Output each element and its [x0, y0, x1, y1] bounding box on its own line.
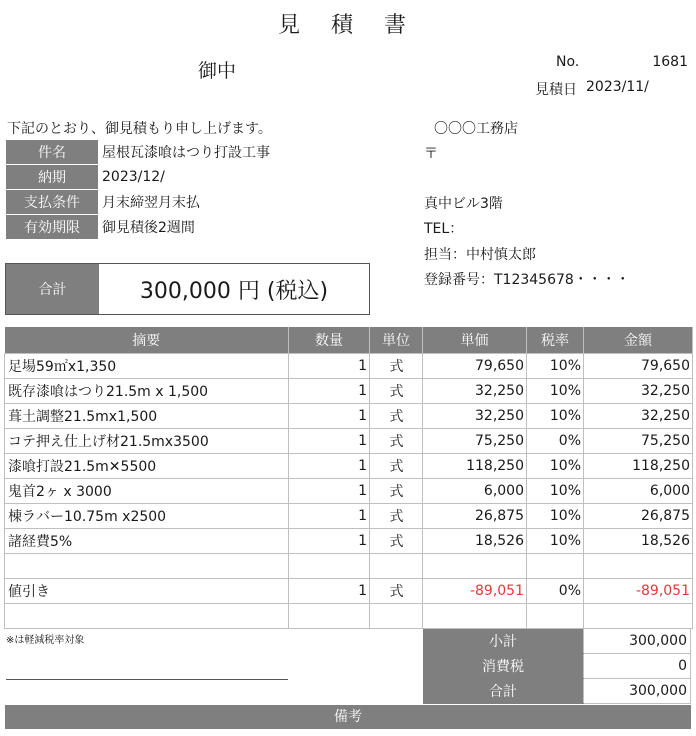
note-divider	[6, 679, 288, 680]
cell-description	[5, 604, 289, 629]
cell-quantity: 1	[289, 354, 370, 379]
info-value: 月末締翌月末払	[98, 190, 270, 215]
cell-unit	[370, 554, 423, 579]
cell-unit-price: 26,875	[423, 504, 527, 529]
cell-description: 既存漆喰はつり21.5m x 1,500	[5, 379, 289, 404]
date-value: 2023/11/	[586, 79, 649, 95]
cell-unit: 式	[370, 479, 423, 504]
cell-unit-price: -89,051	[423, 579, 527, 604]
table-row	[5, 604, 693, 629]
cell-unit: 式	[370, 529, 423, 554]
header-quantity: 数量	[289, 327, 370, 354]
cell-quantity: 1	[289, 429, 370, 454]
summary-value: 300,000	[584, 679, 691, 704]
table-row	[5, 379, 693, 404]
cell-amount: -89,051	[584, 579, 693, 604]
company-contact: 担当：中村慎太郎	[424, 247, 536, 263]
cell-tax-rate: 10%	[527, 529, 584, 554]
cell-unit-price: 32,250	[423, 379, 527, 404]
summary-value: 300,000	[584, 629, 691, 654]
total-value: 300,000 円 (税込)	[139, 278, 329, 304]
info-label: 件名	[6, 140, 98, 165]
cell-tax-rate: 10%	[527, 404, 584, 429]
cell-description: 諸経費5%	[5, 529, 289, 554]
cell-quantity: 1	[289, 404, 370, 429]
remarks-header: 備考	[5, 705, 691, 729]
document-title: 見 積 書	[278, 13, 418, 38]
cell-unit-price	[423, 604, 527, 629]
cell-amount: 6,000	[584, 479, 693, 504]
header-unit: 単位	[370, 327, 423, 354]
intro-text: 下記のとおり、御見積もり申し上げます。	[7, 121, 272, 137]
cell-description: 鬼首2ヶ x 3000	[5, 479, 289, 504]
table-row	[5, 429, 693, 454]
cell-description: 足場59㎡x1,350	[5, 354, 289, 379]
cell-amount	[584, 554, 693, 579]
company-tel: TEL：	[424, 221, 464, 237]
info-label: 支払条件	[6, 190, 98, 215]
cell-quantity: 1	[289, 479, 370, 504]
cell-amount: 118,250	[584, 454, 693, 479]
info-table	[6, 140, 270, 240]
cell-quantity: 1	[289, 579, 370, 604]
info-row-payment	[6, 190, 270, 215]
table-row	[5, 404, 693, 429]
total-box	[5, 263, 370, 315]
cell-quantity: 1	[289, 529, 370, 554]
total-label: 合計	[6, 264, 99, 314]
cell-unit-price	[423, 554, 527, 579]
cell-quantity: 1	[289, 454, 370, 479]
info-row-validity	[6, 215, 270, 240]
recipient: 御中	[198, 60, 237, 82]
cell-amount: 79,650	[584, 354, 693, 379]
cell-tax-rate: 10%	[527, 504, 584, 529]
cell-unit	[370, 604, 423, 629]
summary-row-tax	[423, 654, 691, 679]
header-description: 摘要	[5, 327, 289, 354]
cell-unit: 式	[370, 454, 423, 479]
cell-amount: 26,875	[584, 504, 693, 529]
number-value: 1681	[652, 54, 688, 70]
cell-unit-price: 79,650	[423, 354, 527, 379]
cell-unit: 式	[370, 354, 423, 379]
cell-unit-price: 32,250	[423, 404, 527, 429]
cell-unit: 式	[370, 379, 423, 404]
cell-amount: 32,250	[584, 404, 693, 429]
cell-unit-price: 18,526	[423, 529, 527, 554]
cell-unit: 式	[370, 404, 423, 429]
header-unit-price: 単価	[423, 327, 527, 354]
company-registration: 登録番号：T12345678・・・・	[424, 272, 630, 288]
cell-description	[5, 554, 289, 579]
items-header-row	[5, 327, 693, 354]
summary-label: 小計	[423, 629, 584, 654]
cell-amount	[584, 604, 693, 629]
company-name: 〇〇〇工務店	[434, 121, 518, 137]
table-row	[5, 479, 693, 504]
info-row-subject	[6, 140, 270, 165]
info-value: 屋根瓦漆喰はつり打設工事	[98, 140, 270, 165]
company-address: 真中ビル3階	[424, 196, 503, 212]
cell-tax-rate: 0%	[527, 429, 584, 454]
header-tax-rate: 税率	[527, 327, 584, 354]
cell-unit-price: 6,000	[423, 479, 527, 504]
cell-unit-price: 75,250	[423, 429, 527, 454]
cell-quantity: 1	[289, 379, 370, 404]
table-row	[5, 554, 693, 579]
info-row-delivery	[6, 165, 270, 190]
table-row	[5, 354, 693, 379]
cell-unit: 式	[370, 504, 423, 529]
cell-amount: 75,250	[584, 429, 693, 454]
cell-unit: 式	[370, 429, 423, 454]
cell-tax-rate: 10%	[527, 454, 584, 479]
cell-tax-rate: 0%	[527, 579, 584, 604]
table-row	[5, 529, 693, 554]
info-value: 御見積後2週間	[98, 215, 270, 240]
cell-description: コテ押え仕上げ材21.5mx3500	[5, 429, 289, 454]
cell-quantity	[289, 604, 370, 629]
cell-quantity	[289, 554, 370, 579]
summary-value: 0	[584, 654, 691, 679]
cell-description: 漆喰打設21.5m✕5500	[5, 454, 289, 479]
cell-unit-price: 118,250	[423, 454, 527, 479]
table-row	[5, 579, 693, 604]
cell-amount: 32,250	[584, 379, 693, 404]
header-amount: 金額	[584, 327, 693, 354]
cell-tax-rate: 10%	[527, 354, 584, 379]
cell-description: 値引き	[5, 579, 289, 604]
date-label: 見積日	[535, 82, 577, 98]
cell-description: 棟ラバー10.75m x2500	[5, 504, 289, 529]
info-value: 2023/12/	[98, 165, 270, 190]
cell-tax-rate	[527, 604, 584, 629]
cell-quantity: 1	[289, 504, 370, 529]
info-label: 有効期限	[6, 215, 98, 240]
company-postal: 〒	[424, 146, 438, 162]
items-table	[4, 327, 693, 629]
reduced-tax-note: ※は軽減税率対象	[6, 635, 85, 646]
summary-table	[423, 629, 691, 704]
table-row	[5, 504, 693, 529]
cell-unit: 式	[370, 579, 423, 604]
summary-row-subtotal	[423, 629, 691, 654]
summary-label: 合計	[423, 679, 584, 704]
summary-row-total	[423, 679, 691, 704]
table-row	[5, 454, 693, 479]
info-label: 納期	[6, 165, 98, 190]
cell-tax-rate	[527, 554, 584, 579]
cell-amount: 18,526	[584, 529, 693, 554]
cell-tax-rate: 10%	[527, 379, 584, 404]
cell-description: 葺土調整21.5mx1,500	[5, 404, 289, 429]
cell-tax-rate: 10%	[527, 479, 584, 504]
number-label: No.	[556, 54, 580, 70]
summary-label: 消費税	[423, 654, 584, 679]
